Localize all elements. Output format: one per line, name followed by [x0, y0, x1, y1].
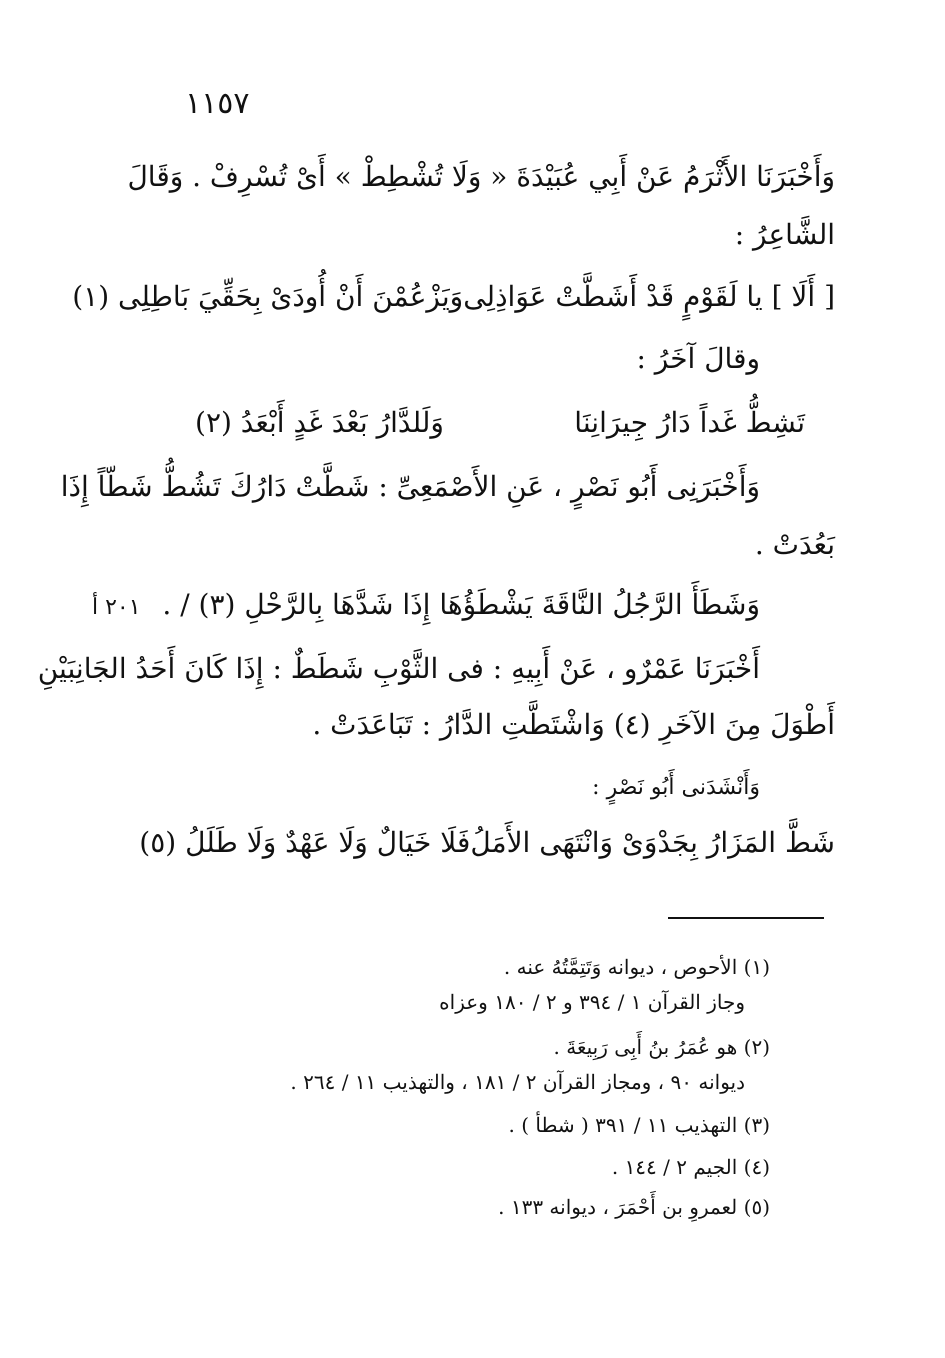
footnote-5: (٥) لعمروِ بن أَحْمَرَ ، ديوانه ١٣٣ . [498, 1195, 770, 1219]
verse-3-second-hemistich: فَلَا خَيَالٌ وَلَا عَهْدٌ وَلَا طَلَلُ (٥) [139, 826, 471, 859]
paragraph-5-line-2: أَطْوَلَ مِنَ الآخَرِ (٤) وَاشْتَطَّتِ الدَّارُ : تَبَاعَدَتْ . [312, 708, 835, 741]
paragraph-6: وَأَنْشَدَنى أَبُو نَصْرٍ : [592, 775, 760, 800]
verse-3-first-hemistich: شَطَّ المَزَارُ بِجَدْوَىْ وَانْتَهَى الأَمَلُ [470, 826, 835, 859]
verse-2 [195, 406, 805, 439]
page-number: ١١٥٧ [185, 86, 250, 121]
verse-2-second-hemistich: وَلَلدَّارُ بَعْدَ غَدٍ أَبْعَدُ (٢) [195, 406, 444, 439]
paragraph-5-line-1: أَخْبَرَنَا عَمْرٌو ، عَنْ أَبِيهِ : فى الثَّوْبِ شَطَطٌ : إِذَا كَانَ أَحَدُ الجَانِبَيْنِ [37, 652, 760, 685]
verse-1 [72, 280, 835, 313]
verse-3 [139, 826, 835, 859]
footnote-4: (٤) الجيم ٢ / ١٤٤ . [611, 1155, 770, 1179]
paragraph-3-line-2: بَعُدَتْ . [754, 528, 835, 561]
verse-1-second-hemistich: وَيَزْعُمْنَ أَنْ أُودَىْ بِحَقِّيَ بَاطِلِى (١) [72, 280, 464, 313]
footnote-separator [668, 917, 824, 919]
paragraph-2: وقالَ آخَرُ : [636, 342, 760, 375]
paragraph-1-line-2: الشَّاعِرُ : [734, 218, 835, 251]
footnote-1: (١) الأحوص ، ديوانه وَتَتِمَّتُهُ عنه . [503, 955, 770, 979]
footnote-1-continuation: وجاز القرآن ١ / ٣٩٤ و ٢ / ١٨٠ وعزاه [439, 990, 745, 1014]
footnote-2-continuation: ديوانه ٩٠ ، ومجاز القرآن ٢ / ١٨١ ، والتهذيب ١١ / ٢٦٤ . [290, 1070, 745, 1094]
footnote-2: (٢) هو عُمَرُ بنُ أَبِى رَبِيعَةَ . [553, 1035, 770, 1059]
verse-1-first-hemistich: [ أَلَا ] يا لَقَوْمٍ قَدْ أَشَطَّتْ عَوَاذِلِى [463, 280, 835, 313]
footnote-3: (٣) التهذيب ١١ / ٣٩١ ( شطأ ) . [508, 1113, 770, 1137]
verse-2-first-hemistich: تَشِطُّ غَداً دَارُ جِيرَانِنَا [574, 406, 805, 439]
paragraph-3-line-1: وَأَخْبَرَنِى أَبُو نَصْرٍ ، عَنِ الأَصْمَعِىِّ : شَطَّتْ دَارُكَ تَشُطُّ شَطّاً إِذَا [60, 470, 760, 503]
margin-folio-note: ٢٠١ أ [92, 595, 141, 620]
paragraph-4: وَشَطَأَ الرَّجُلُ النَّاقَةَ يَشْطَؤُهَا إِذَا شَدَّهَا بِالرَّحْلِ (٣) / . [162, 588, 760, 621]
paragraph-1-line-1: وَأَخْبَرَنَا الأَثْرَمُ عَنْ أَبِي عُبَيْدَةَ « وَلَا تُشْطِطْ » أَىْ تُسْرِفْ . وَقَالَ [127, 160, 835, 193]
